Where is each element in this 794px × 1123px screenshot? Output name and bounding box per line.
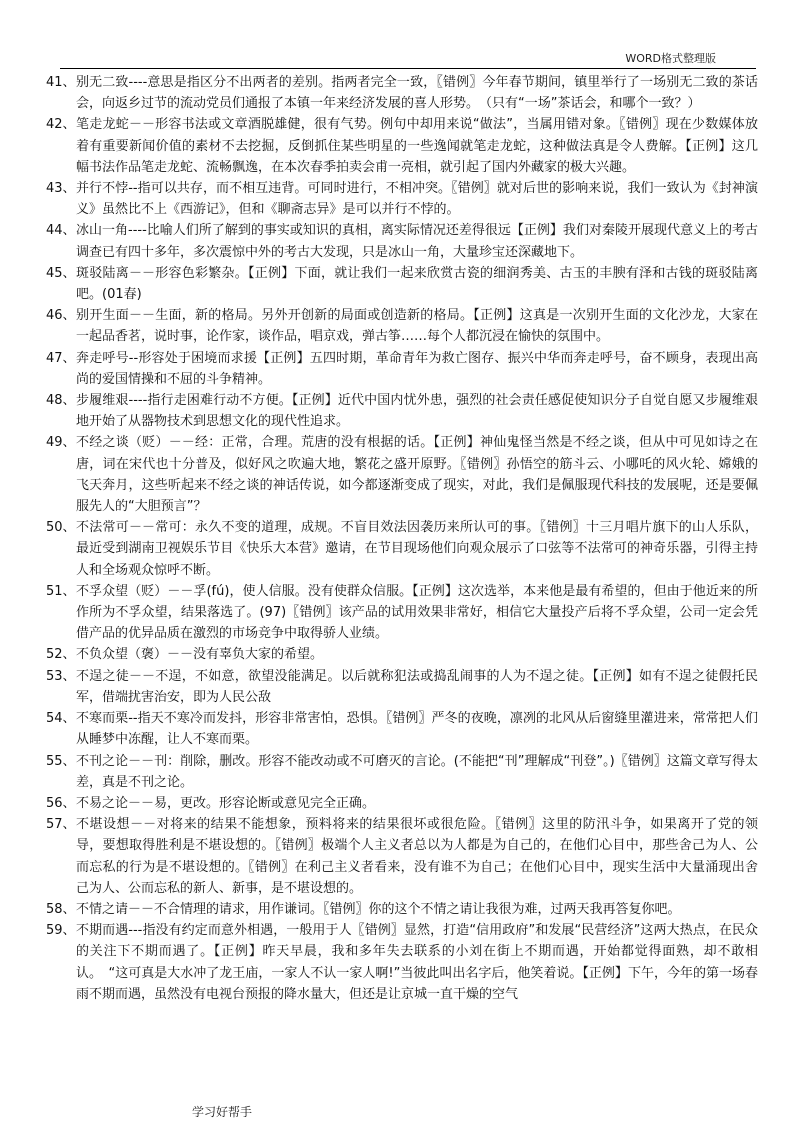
entry-number: 47、	[46, 350, 76, 366]
entry-47	[46, 348, 758, 390]
entry-text: 不刊之论－－刊：削除，删改。形容不能改动或不可磨灭的言论。(不能把“刊”理解成“刊登”。)〖错例〗这篇文章写得太差，真是不刊之论。	[76, 753, 758, 790]
entry-46	[46, 305, 758, 347]
entry-number: 45、	[46, 265, 76, 281]
entry-59	[46, 920, 758, 1005]
entry-text: 冰山一角----比喻人们所了解到的事实或知识的真相，离实际情况还差得很远【正例】我们对秦陵开展现代意义上的考古调查已有四十多年，多次震惊中外的考古大发现，只是冰山一角，大量珍宝还深藏地下。	[76, 223, 758, 260]
entry-text: 奔走呼号--形容处于困境而求援【正例】五四时期，革命青年为救亡图存、振兴中华而奔走呼号，奋不顾身，表现出高尚的爱国情操和不屈的斗争精神。	[76, 350, 758, 387]
entry-50	[46, 517, 758, 581]
entry-57	[46, 814, 758, 899]
page-footer: 学习好帮手	[192, 1105, 253, 1119]
entry-48	[46, 390, 758, 432]
entry-number: 54、	[46, 711, 76, 727]
entry-number: 51、	[46, 583, 76, 599]
entry-text: 不法常可－－常可：永久不变的道理，成规。不盲目效法因袭历来所认可的事。〖错例〗十三月唱片旗下的山人乐队，最近受到湖南卫视娱乐节目《快乐大本营》邀请，在节目现场他们向观众展示了口弦等不法常可的神奇乐器，引得主持人和全场观众惊呼不断。	[76, 520, 758, 578]
entry-text: 不易之论－－易，更改。形容论断或意见完全正确。	[76, 795, 376, 811]
entry-text: 别开生面－－生面，新的格局。另外开创新的局面或创造新的格局。【正例】这真是一次别开生面的文化沙龙，大家在一起品香茗，说时事，论作家，谈作品，唱京戏，弹古筝……每个人都沉浸在愉快的氛围中。	[76, 308, 758, 345]
entry-number: 59、	[46, 923, 76, 939]
entry-53	[46, 666, 758, 708]
entry-text: 斑驳陆离－－形容色彩繁杂。【正例】下面，就让我们一起来欣赏古瓷的细润秀美、古玉的丰腴有泽和古钱的斑驳陆离吧。(01春)	[76, 265, 758, 303]
header-divider	[60, 68, 756, 69]
entry-54	[46, 708, 758, 750]
entry-number: 56、	[46, 795, 76, 811]
entry-number: 42、	[46, 117, 76, 133]
entry-41	[46, 72, 758, 114]
entry-number: 43、	[46, 181, 76, 197]
entry-text: 不期而遇---指没有约定而意外相遇，一般用于人〖错例〗显然，打造“信用政府”和发展“民营经济”这两大热点，在民众的关注下不期而遇了。【正例】昨天早晨，我和多年失去联系的小刘在街上不期而遇，开始都觉得面熟，却不敢相认。 “这可真是大水冲了龙王庙，一家人不认一家人啊!”当彼此叫出名字后，他笑着说。【正例】下午，今年的第一场春雨不期而遇，虽然没有电视台预报的降水量大，但还是让京城一直干燥的空气	[76, 923, 758, 1002]
entry-number: 41、	[46, 75, 76, 90]
entry-42	[46, 114, 758, 178]
entry-text: 步履维艰----指行走困难行动不方便。【正例】近代中国内忧外患，强烈的社会责任感促使知识分子自觉自愿又步履维艰地开始了从器物技术到思想文化的现代性追求。	[76, 393, 758, 430]
entry-text: 不逞之徒－－不逞，不如意，欲望没能满足。以后就称犯法或捣乱闹事的人为不逞之徒。【正例】如有不逞之徒假托民军，借端扰害治安，即为人民公敌	[76, 668, 758, 705]
entry-number: 57、	[46, 817, 76, 833]
entry-number: 55、	[46, 753, 76, 769]
entry-51	[46, 581, 758, 645]
entry-number: 46、	[46, 308, 76, 324]
entry-number: 49、	[46, 435, 76, 451]
entry-52	[46, 644, 758, 665]
entry-number: 53、	[46, 668, 76, 684]
entry-text: 不情之请－－不合情理的请求，用作谦词。〖错例〗你的这个不情之请让我很为难，过两天我再答复你吧。	[76, 901, 681, 917]
entry-text: 不堪设想－－对将来的结果不能想象，预料将来的结果很坏或很危险。〖错例〗这里的防汛斗争，如果离开了党的领导，要想取得胜利是不堪设想的。〖错例〗极端个人主义者总以为人都是为自己的，在他们心目中，那些舍己为人、公而忘私的行为是不堪设想的。〖错例〗在利己主义者看来，没有谁不为自己；在他们心目中，现实生活中大量涌现出舍己为人、公而忘私的新人、新事，是不堪设想的。	[76, 817, 758, 896]
entry-45	[46, 263, 758, 305]
entry-number: 58、	[46, 901, 76, 917]
entry-text: 别无二致----意思是指区分不出两者的差别。指两者完全一致，〖错例〗今年春节期间，镇里举行了一场别无二致的茶话会，向返乡过节的流动党员们通报了本镇一年来经济发展的喜人形势。 （只有“一场”茶话会，和哪个一致？）	[76, 75, 758, 112]
entry-44	[46, 220, 758, 262]
entry-text: 不经之谈（贬）－－经：正常，合理。荒唐的没有根据的话。【正例】神仙鬼怪当然是不经之谈，但从中可见如诗之在唐，词在宋代也十分普及，似好风之吹遍大地，繁花之盛开原野。〖错例〗孙悟空的筋斗云、小哪吒的风火轮、嫦娥的飞天奔月，这些听起来不经之谈的神话传说，如今都逐渐变成了现实，对此，我们是佩服现代科技的发展呢，还是要佩服先人的“大胆预言”？	[76, 435, 758, 515]
entry-56	[46, 793, 758, 814]
entry-number: 52、	[46, 647, 76, 663]
entry-text: 并行不悖--指可以共存，而不相互违背。可同时进行，不相冲突。〖错例〗就对后世的影响来说，我们一致认为《封神演义》虽然比不上《西游记》，但和《聊斋志异》是可以并行不悖的。	[76, 181, 758, 218]
entry-number: 50、	[46, 520, 76, 536]
entry-text: 不孚众望（贬）－－孚(fú)，使人信服。没有使群众信服。【正例】这次选举，本来他是最有希望的，但由于他近来的所作所为不孚众望，结果落选了。(97)〖错例〗该产品的试用效果非常好，相信它大量投产后将不孚众望，公司一定会凭借产品的优异品质在激烈的市场竞争中取得骄人业绩。	[76, 583, 758, 642]
entry-58	[46, 899, 758, 920]
entry-text: 不寒而栗--指天不寒冷而发抖，形容非常害怕，恐惧。〖错例〗严冬的夜晚，凛冽的北风从后窗缝里灌进来，常常把人们从睡梦中冻醒，让人不寒而栗。	[76, 711, 758, 748]
entry-55	[46, 751, 758, 793]
entry-number: 48、	[46, 393, 76, 409]
entry-49	[46, 432, 758, 517]
entry-43	[46, 178, 758, 220]
entry-text: 笔走龙蛇－－形容书法或文章酒脱雄健，很有气势。例句中却用来说“做法”，当属用错对象。〖错例〗现在少数媒体放着有重要新闻价值的素材不去挖掘，反倒抓住某些明星的一些逸闻就笔走龙蛇，这种做法真是令人费解。【正例】这几幅书法作品笔走龙蛇、流畅飘逸，在本次春季拍卖会甫一亮相，就引起了国内外藏家的极大兴趣。	[76, 117, 758, 175]
entry-number: 44、	[46, 223, 76, 239]
page-header: WORD格式整理版	[625, 52, 716, 65]
entry-text: 不负众望（褒）－－没有辜负大家的希望。	[76, 647, 324, 663]
entry-list	[46, 72, 758, 1005]
